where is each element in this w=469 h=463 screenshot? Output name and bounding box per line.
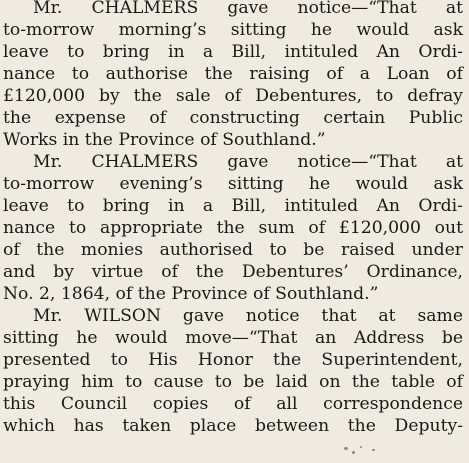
text-line: £120,000 by the sale of Debentures, to defray: [3, 86, 463, 106]
text-line: and by virtue of the Debentures’ Ordinance,: [3, 262, 463, 282]
text-line: nance to authorise the raising of a Loan of: [3, 64, 463, 84]
text-line: leave to bring in a Bill, intituled An Ordi-: [3, 42, 463, 62]
text-line: to-morrow morning’s sitting he would ask: [3, 20, 463, 40]
text-line: Mr. CHALMERS gave notice—“That at: [33, 0, 463, 18]
text-line: leave to bring in a Bill, intituled An Ordi-: [3, 196, 463, 216]
text-line: to-morrow evening’s sitting he would ask: [3, 174, 463, 194]
text-line: sitting he would move—“That an Address be: [3, 328, 463, 348]
text-line: of the monies authorised to be raised under: [3, 240, 463, 260]
text-line: which has taken place between the Deputy-: [3, 416, 463, 436]
text-line: presented to His Honor the Superintendent,: [3, 350, 463, 370]
text-line: Works in the Province of Southland.”: [3, 130, 326, 150]
ink-speck: [344, 447, 348, 450]
text-line: this Council copies of all correspondence: [3, 394, 463, 414]
text-line: nance to appropriate the sum of £120,000 out: [3, 218, 463, 238]
text-line: praying him to cause to be laid on the table of: [3, 372, 463, 392]
text-line: Mr. WILSON gave notice that at same: [33, 306, 463, 326]
text-line: No. 2, 1864, of the Province of Southland.”: [3, 284, 379, 304]
ink-speck: [360, 446, 362, 448]
text-line: the expense of constructing certain Public: [3, 108, 463, 128]
ink-speck: [372, 449, 375, 451]
ink-speck: [352, 451, 355, 454]
text-line: Mr. CHALMERS gave notice—“That at: [33, 152, 463, 172]
